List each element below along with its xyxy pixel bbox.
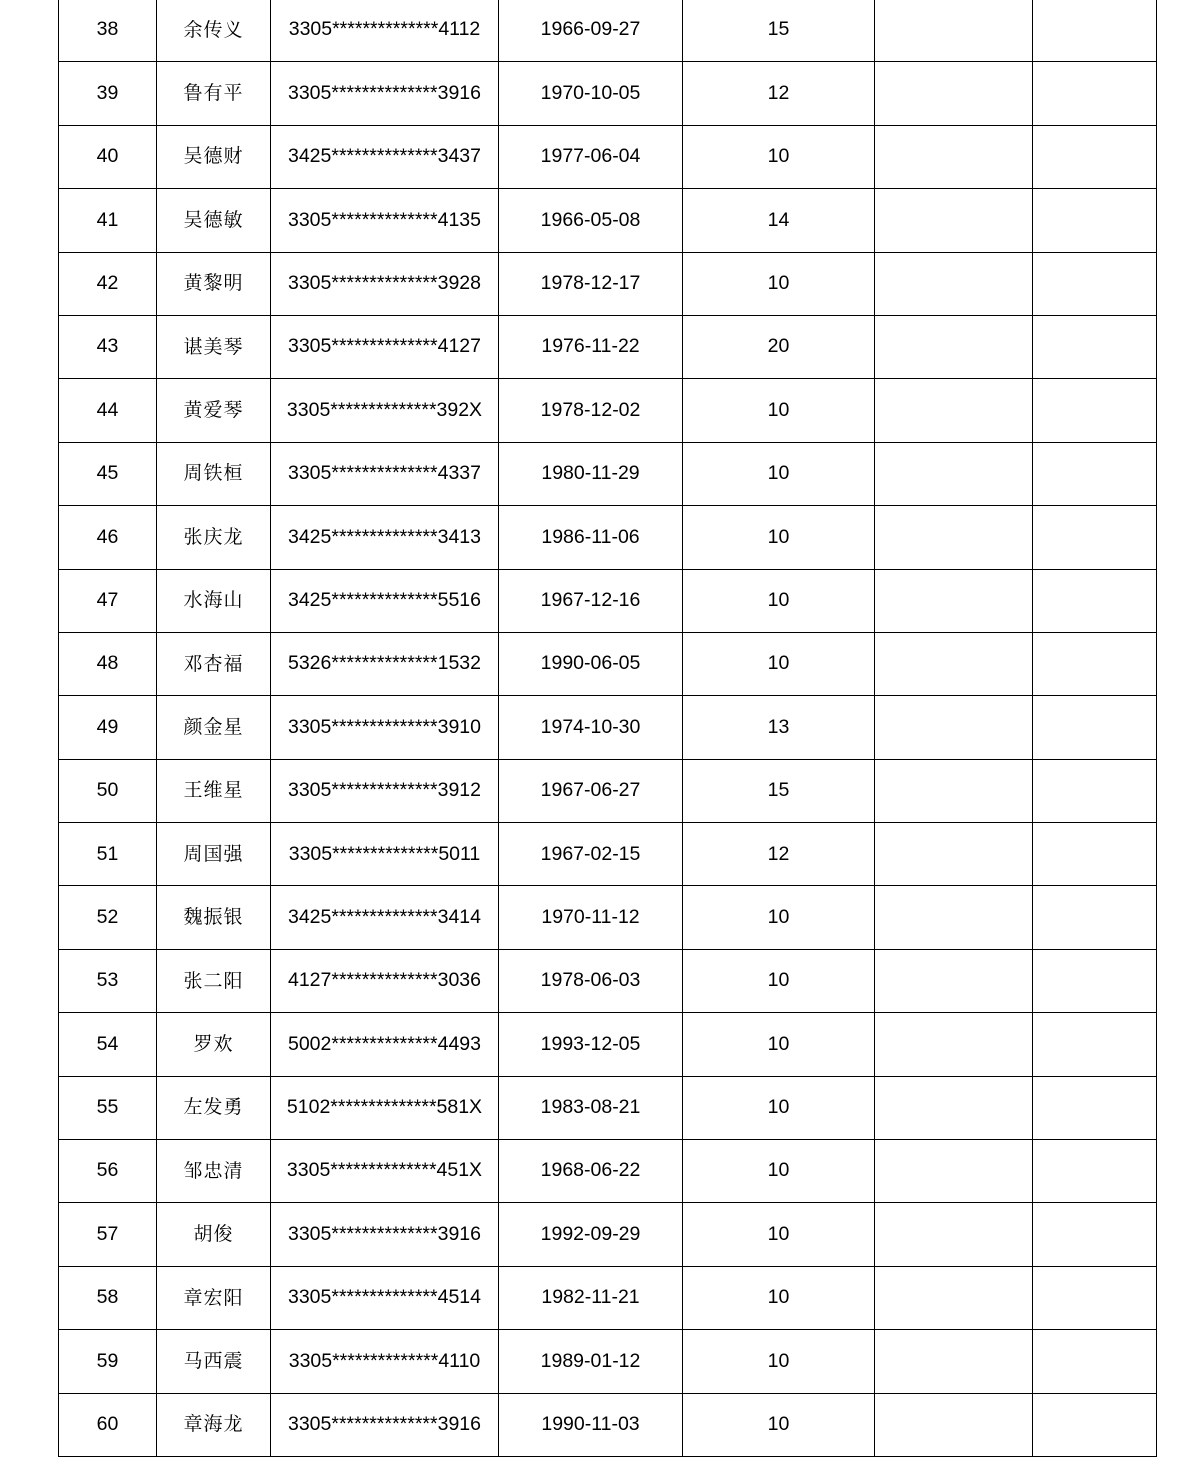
table-row — [59, 1140, 1157, 1203]
remark-cell — [1033, 886, 1157, 949]
remark-cell — [1033, 1330, 1157, 1393]
id-number-cell: 3305**************3928 — [271, 252, 499, 315]
remark-cell — [1033, 1013, 1157, 1076]
blank-cell — [875, 506, 1033, 569]
id-number-cell: 3305**************3916 — [271, 1393, 499, 1456]
remark-cell — [1033, 62, 1157, 125]
row-number-cell: 54 — [59, 1013, 157, 1076]
value-cell: 10 — [683, 1393, 875, 1456]
name-cell: 黄黎明 — [157, 252, 271, 315]
row-number-cell: 42 — [59, 252, 157, 315]
id-number-cell: 3305**************392X — [271, 379, 499, 442]
blank-cell — [875, 1266, 1033, 1329]
row-number-cell: 46 — [59, 506, 157, 569]
value-cell: 15 — [683, 759, 875, 822]
id-number-cell: 3305**************4127 — [271, 315, 499, 378]
id-number-cell: 3425**************3413 — [271, 506, 499, 569]
name-cell: 吴德敏 — [157, 189, 271, 252]
value-cell: 10 — [683, 379, 875, 442]
birth-date-cell: 1977-06-04 — [499, 125, 683, 188]
table-row — [59, 506, 1157, 569]
roster-body — [59, 0, 1157, 1456]
blank-cell — [875, 0, 1033, 62]
row-number-cell: 58 — [59, 1266, 157, 1329]
name-cell: 章海龙 — [157, 1393, 271, 1456]
id-number-cell: 5102**************581X — [271, 1076, 499, 1139]
remark-cell — [1033, 696, 1157, 759]
table-row — [59, 1203, 1157, 1266]
table-row — [59, 62, 1157, 125]
table-row — [59, 379, 1157, 442]
id-number-cell: 3305**************4110 — [271, 1330, 499, 1393]
blank-cell — [875, 62, 1033, 125]
birth-date-cell: 1966-05-08 — [499, 189, 683, 252]
blank-cell — [875, 1140, 1033, 1203]
remark-cell — [1033, 569, 1157, 632]
name-cell: 谌美琴 — [157, 315, 271, 378]
table-row — [59, 696, 1157, 759]
birth-date-cell: 1993-12-05 — [499, 1013, 683, 1076]
value-cell: 12 — [683, 823, 875, 886]
blank-cell — [875, 823, 1033, 886]
remark-cell — [1033, 442, 1157, 505]
value-cell: 10 — [683, 125, 875, 188]
id-number-cell: 5002**************4493 — [271, 1013, 499, 1076]
blank-cell — [875, 759, 1033, 822]
remark-cell — [1033, 125, 1157, 188]
birth-date-cell: 1990-06-05 — [499, 632, 683, 695]
table-row — [59, 125, 1157, 188]
row-number-cell: 41 — [59, 189, 157, 252]
remark-cell — [1033, 0, 1157, 62]
id-number-cell: 3305**************4337 — [271, 442, 499, 505]
table-row — [59, 442, 1157, 505]
id-number-cell: 3305**************5011 — [271, 823, 499, 886]
row-number-cell: 56 — [59, 1140, 157, 1203]
row-number-cell: 43 — [59, 315, 157, 378]
row-number-cell: 39 — [59, 62, 157, 125]
table-row — [59, 823, 1157, 886]
row-number-cell: 40 — [59, 125, 157, 188]
value-cell: 10 — [683, 252, 875, 315]
table-row — [59, 1076, 1157, 1139]
blank-cell — [875, 189, 1033, 252]
table-row — [59, 315, 1157, 378]
id-number-cell: 3425**************3414 — [271, 886, 499, 949]
id-number-cell: 3425**************3437 — [271, 125, 499, 188]
table-row — [59, 569, 1157, 632]
value-cell: 10 — [683, 886, 875, 949]
row-number-cell: 45 — [59, 442, 157, 505]
birth-date-cell: 1986-11-06 — [499, 506, 683, 569]
value-cell: 10 — [683, 1203, 875, 1266]
birth-date-cell: 1978-12-02 — [499, 379, 683, 442]
blank-cell — [875, 696, 1033, 759]
value-cell: 10 — [683, 1140, 875, 1203]
remark-cell — [1033, 632, 1157, 695]
remark-cell — [1033, 1203, 1157, 1266]
row-number-cell: 57 — [59, 1203, 157, 1266]
birth-date-cell: 1978-06-03 — [499, 949, 683, 1012]
birth-date-cell: 1989-01-12 — [499, 1330, 683, 1393]
id-number-cell: 3305**************3910 — [271, 696, 499, 759]
name-cell: 马西震 — [157, 1330, 271, 1393]
blank-cell — [875, 1013, 1033, 1076]
table-row — [59, 1266, 1157, 1329]
roster-table — [58, 0, 1157, 1457]
blank-cell — [875, 379, 1033, 442]
name-cell: 罗欢 — [157, 1013, 271, 1076]
id-number-cell: 3305**************4135 — [271, 189, 499, 252]
blank-cell — [875, 1393, 1033, 1456]
name-cell: 魏振银 — [157, 886, 271, 949]
blank-cell — [875, 125, 1033, 188]
name-cell: 周国强 — [157, 823, 271, 886]
name-cell: 鲁有平 — [157, 62, 271, 125]
name-cell: 黄爱琴 — [157, 379, 271, 442]
table-row — [59, 886, 1157, 949]
row-number-cell: 38 — [59, 0, 157, 62]
value-cell: 12 — [683, 62, 875, 125]
name-cell: 水海山 — [157, 569, 271, 632]
remark-cell — [1033, 1393, 1157, 1456]
row-number-cell: 48 — [59, 632, 157, 695]
birth-date-cell: 1980-11-29 — [499, 442, 683, 505]
name-cell: 颜金星 — [157, 696, 271, 759]
id-number-cell: 3305**************3912 — [271, 759, 499, 822]
birth-date-cell: 1990-11-03 — [499, 1393, 683, 1456]
value-cell: 20 — [683, 315, 875, 378]
blank-cell — [875, 1076, 1033, 1139]
blank-cell — [875, 569, 1033, 632]
blank-cell — [875, 442, 1033, 505]
birth-date-cell: 1967-02-15 — [499, 823, 683, 886]
remark-cell — [1033, 1266, 1157, 1329]
table-row — [59, 759, 1157, 822]
name-cell: 张庆龙 — [157, 506, 271, 569]
remark-cell — [1033, 189, 1157, 252]
id-number-cell: 3305**************4514 — [271, 1266, 499, 1329]
remark-cell — [1033, 379, 1157, 442]
id-number-cell: 5326**************1532 — [271, 632, 499, 695]
id-number-cell: 3425**************5516 — [271, 569, 499, 632]
id-number-cell: 3305**************3916 — [271, 62, 499, 125]
id-number-cell: 3305**************4112 — [271, 0, 499, 62]
row-number-cell: 51 — [59, 823, 157, 886]
id-number-cell: 4127**************3036 — [271, 949, 499, 1012]
blank-cell — [875, 1330, 1033, 1393]
row-number-cell: 50 — [59, 759, 157, 822]
remark-cell — [1033, 1140, 1157, 1203]
name-cell: 王维星 — [157, 759, 271, 822]
remark-cell — [1033, 315, 1157, 378]
value-cell: 10 — [683, 506, 875, 569]
birth-date-cell: 1967-06-27 — [499, 759, 683, 822]
remark-cell — [1033, 1076, 1157, 1139]
value-cell: 10 — [683, 949, 875, 1012]
row-number-cell: 47 — [59, 569, 157, 632]
table-row — [59, 189, 1157, 252]
row-number-cell: 52 — [59, 886, 157, 949]
id-number-cell: 3305**************451X — [271, 1140, 499, 1203]
remark-cell — [1033, 506, 1157, 569]
row-number-cell: 55 — [59, 1076, 157, 1139]
birth-date-cell: 1978-12-17 — [499, 252, 683, 315]
value-cell: 10 — [683, 1330, 875, 1393]
remark-cell — [1033, 823, 1157, 886]
birth-date-cell: 1982-11-21 — [499, 1266, 683, 1329]
name-cell: 左发勇 — [157, 1076, 271, 1139]
blank-cell — [875, 252, 1033, 315]
table-row — [59, 1393, 1157, 1456]
value-cell: 10 — [683, 1013, 875, 1076]
id-number-cell: 3305**************3916 — [271, 1203, 499, 1266]
blank-cell — [875, 1203, 1033, 1266]
name-cell: 胡俊 — [157, 1203, 271, 1266]
value-cell: 10 — [683, 442, 875, 505]
blank-cell — [875, 632, 1033, 695]
blank-cell — [875, 886, 1033, 949]
row-number-cell: 44 — [59, 379, 157, 442]
name-cell: 余传义 — [157, 0, 271, 62]
name-cell: 周铁桓 — [157, 442, 271, 505]
value-cell: 15 — [683, 0, 875, 62]
value-cell: 14 — [683, 189, 875, 252]
row-number-cell: 60 — [59, 1393, 157, 1456]
row-number-cell: 59 — [59, 1330, 157, 1393]
table-row — [59, 0, 1157, 62]
birth-date-cell: 1983-08-21 — [499, 1076, 683, 1139]
name-cell: 吴德财 — [157, 125, 271, 188]
remark-cell — [1033, 949, 1157, 1012]
value-cell: 13 — [683, 696, 875, 759]
birth-date-cell: 1967-12-16 — [499, 569, 683, 632]
table-row — [59, 632, 1157, 695]
table-row — [59, 1013, 1157, 1076]
value-cell: 10 — [683, 1076, 875, 1139]
table-row — [59, 1330, 1157, 1393]
blank-cell — [875, 949, 1033, 1012]
blank-cell — [875, 315, 1033, 378]
row-number-cell: 49 — [59, 696, 157, 759]
birth-date-cell: 1970-11-12 — [499, 886, 683, 949]
birth-date-cell: 1992-09-29 — [499, 1203, 683, 1266]
remark-cell — [1033, 759, 1157, 822]
name-cell: 章宏阳 — [157, 1266, 271, 1329]
value-cell: 10 — [683, 1266, 875, 1329]
birth-date-cell: 1974-10-30 — [499, 696, 683, 759]
name-cell: 邹忠清 — [157, 1140, 271, 1203]
table-row — [59, 949, 1157, 1012]
value-cell: 10 — [683, 569, 875, 632]
birth-date-cell: 1966-09-27 — [499, 0, 683, 62]
row-number-cell: 53 — [59, 949, 157, 1012]
remark-cell — [1033, 252, 1157, 315]
birth-date-cell: 1968-06-22 — [499, 1140, 683, 1203]
name-cell: 邓杏福 — [157, 632, 271, 695]
birth-date-cell: 1976-11-22 — [499, 315, 683, 378]
name-cell: 张二阳 — [157, 949, 271, 1012]
value-cell: 10 — [683, 632, 875, 695]
table-row — [59, 252, 1157, 315]
birth-date-cell: 1970-10-05 — [499, 62, 683, 125]
